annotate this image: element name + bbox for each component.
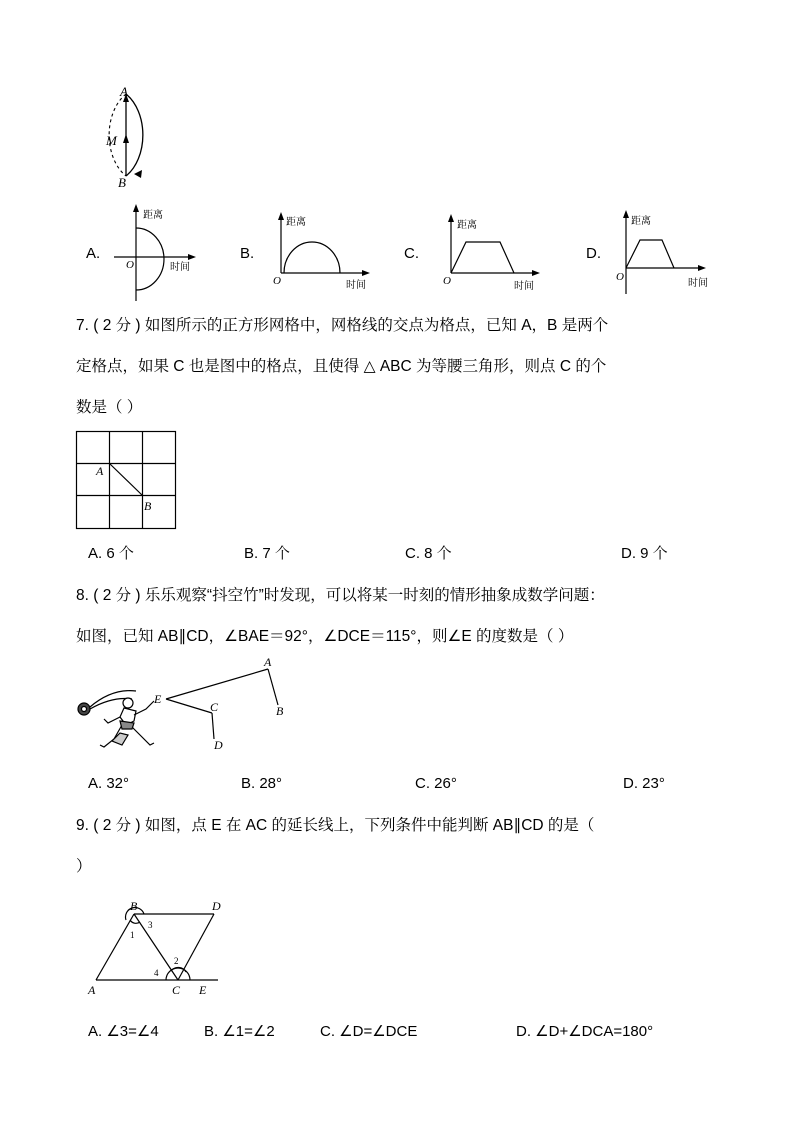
q8-option-c[interactable]: C. 26° [415,775,457,792]
angle-1-label: 1 [130,930,135,940]
x-axis-label: 时间 [346,280,366,291]
q8-figure [74,655,299,760]
angle-3-label: 3 [148,920,153,930]
diabolo-player-illustration [78,691,154,747]
origin-label: O [443,275,451,287]
point-b-label: B [144,499,152,513]
x-axis-label: 时间 [688,278,708,289]
point-b-label: B [118,175,126,190]
point-b-label: B [276,704,284,718]
point-b-label: B [130,899,138,913]
point-c-label: C [210,700,219,714]
q8-line-1: 8. ( 2 分 ) 乐乐观察“抖空竹”时发现，可以将某一时刻的情形抽象成数学问题： [76,587,605,604]
q7-grid-figure [75,430,179,532]
q9-option-c[interactable]: C. ∠D=∠DCE [320,1023,418,1040]
q9-line-2: ） [76,858,92,875]
q7-option-b[interactable]: B. 7 个 [244,545,290,562]
x-axis-label: 时间 [514,281,534,292]
point-a-label: A [264,655,272,669]
y-axis-label: 距离 [143,210,163,221]
point-e-label: E [199,983,207,997]
point-m-label: M [106,133,117,148]
x-axis-label: 时间 [170,262,190,273]
y-axis-label: 距离 [286,217,306,228]
q9-option-a[interactable]: A. ∠3=∠4 [88,1023,159,1040]
q7-option-d[interactable]: D. 9 个 [621,545,668,562]
point-d-label: D [214,738,223,752]
origin-label: O [616,271,624,283]
angle-2-label: 2 [174,956,179,966]
q6-option-b[interactable]: B. [240,245,255,262]
point-a-label: A [96,464,104,478]
point-a-label: A [120,84,128,99]
q8-option-d[interactable]: D. 23° [623,775,665,792]
point-d-label: D [212,899,221,913]
q6-graph-b [262,210,374,294]
point-a-label: A [88,983,96,997]
origin-label: O [126,259,134,271]
q7-line-2: 定格点，如果 C 也是图中的格点，且使得 △ ABC 为等腰三角形，则点 C 的个 [76,358,607,375]
q8-line-2: 如图，已知 AB∥CD，∠BAE＝92°，∠DCE＝115°，则∠E 的度数是（ ） [76,628,574,645]
q6-graph-d [610,206,710,301]
origin-label: O [273,275,281,287]
point-c-label: C [172,983,181,997]
q7-option-a[interactable]: A. 6 个 [88,545,134,562]
q6-circle-figure [98,82,178,192]
y-axis-label: 距离 [631,216,651,227]
q7-option-c[interactable]: C. 8 个 [405,545,452,562]
q6-graph-c [430,212,545,296]
q9-option-d[interactable]: D. ∠D+∠DCA=180° [516,1023,654,1040]
q9-line-1: 9. ( 2 分 ) 如图，点 E 在 AC 的延长线上，下列条件中能判断 AB∥CD 的是（ [76,817,595,834]
y-axis-label: 距离 [457,220,477,231]
q6-option-d[interactable]: D. [586,245,601,262]
q7-line-3: 数是（ ） [76,399,143,416]
q8-option-b[interactable]: B. 28° [241,775,283,792]
q9-figure [86,898,246,1003]
q9-option-b[interactable]: B. ∠1=∠2 [204,1023,275,1040]
q6-option-c[interactable]: C. [404,245,419,262]
q6-option-a[interactable]: A. [86,245,101,262]
q7-line-1: 7. ( 2 分 ) 如图所示的正方形网格中，网格线的交点为格点，已知 A，B 是两个 [76,317,609,334]
angle-4-label: 4 [154,968,159,978]
point-e-label: E [154,692,162,706]
q8-option-a[interactable]: A. 32° [88,775,130,792]
q6-graph-a [112,200,197,306]
